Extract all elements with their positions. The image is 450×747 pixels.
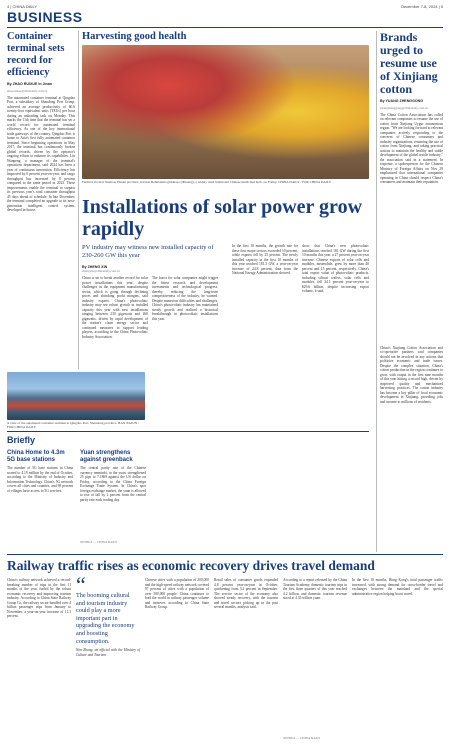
page-folio: 4 | CHINA DAILY [7, 4, 38, 9]
container-photo-caption: A view of the automated container terminal at Qingdao Port, Shandong province. HAN JIAJUN / FOR CHINA DAILY [7, 421, 140, 430]
container-byline: By ZHAO RUIXUE in Jinan [7, 82, 52, 86]
brief-item-1-head: China Home to 4.3m 5G base stations [7, 450, 65, 463]
harvest-photo [82, 45, 369, 179]
brief-source: XINHUA — CHINA DAILY [80, 540, 118, 544]
rail-quote: The booming cultural and tourism industry could play a more important part in upgrading the economy and boosting consumption. [76, 592, 135, 645]
brands-article [380, 31, 443, 546]
brief-item-2-head: Yuan strengthens against greenback [80, 450, 133, 463]
rail-quote-attribution: Wen Zhang, an official with the Ministry of Culture and Tourism [76, 648, 140, 657]
brands-byline: By YUANG ZHENGGONG [380, 99, 424, 103]
rail-rule [7, 554, 443, 555]
brands-body: The China Cotton Association has called on relevant companies to resume the use of cotton from Xinjiang Uygur autonomous region. "We are looking forward to relevant companies actively responding to the concerns of Chinese consumers and industry organizations, resuming the use of cotton from Xinjiang, and taking practical actions to maintain the healthy and stable development of the global textile industry," the association said in a statement. In response, a spokesperson for the Chinese Ministry of Foreign Affairs on Nov 29 emphasized that international companies operating in China should respect China's consumers and maintain their reputation. [380, 112, 443, 184]
solar-col-1: China is set to break another record for solar power installations this year, despite challenges in the equipment manufacturing sector, which is going through declining prices and shrinking profit margins, said industry experts. China's photovoltaic industry may see robust growth in installed capacity this year with new installations ranging between 230 gigawatts and 260 gigawatts, driven by rapid development of the nation's clean energy sector and continued measures to support leading players, according to the China Photovoltaic Industry Association. [82, 276, 148, 339]
page-date: December 7-8, 2024 | 5 [401, 4, 443, 9]
container-article [7, 31, 75, 418]
brief-item-2 [80, 450, 146, 544]
section-rule [7, 27, 443, 28]
solar-email: zhengxin@chinadaily.com.cn [82, 269, 120, 273]
rail-col-4: Retail sales of consumer goods expanded 4.8 percent year-on-year in October, quickening from 3.2 percent in September. The service sector of the economy also showed steady recovery, with the tourism and travel sectors picking up in the past several months, analysts said. [214, 578, 278, 609]
brands-email: yuangzhenggong@chinadaily.com.cn [380, 106, 428, 110]
right-column-divider [376, 31, 377, 552]
container-email: zhaoruixue@chinadaily.com.cn [7, 89, 48, 93]
solar-col-4: show that China's new photovoltaic installations reached 181 GW during the first 10 months this year, a 27 percent year-on-year increase. Chinese exports of solar cells and modules, meanwhile, grew by more than 40 percent and 15 percent, respectively. China's total export value of photovoltaic products, including silicon wafers, solar cells and modules, fell 34.1 percent year-on-year to $29.6 billion, despite increasing export volume, it said. [302, 244, 369, 293]
brands-body-2: China's Xinjiang Cotton Association and co-operative partners said companies should not be involved in any actions that politicize economic and trade issues. Despite the complex situation, China's cotton production in the region continues to grow, with output in the first nine months of this year hitting a record high, driven by improved quality and mechanized harvesting practices. The cotton industry has become a key pillar of local economic development in Xinjiang, providing jobs and income to millions of residents. [380, 345, 443, 404]
brief-item-2-body: The central parity rate of the Chinese currency renminbi, or the yuan, strengthened 25 pips to 7.1869 against the US dollar on Friday, according to the China Foreign Exchange Trade System. In China's spot foreign exchange market, the yuan is allowed to rise or fall by 2 percent from the central parity rate each trading day. [80, 466, 146, 502]
rail-col-1: China's railway network achieved a record-breaking number of trips in the first 11 months of the year, fueled by the robust economic recovery and improving tourism industry. According to China State Railway Group Co, the railway sector handled over 4 billion passenger trips from January to November, a year-on-year increase of 11.3 percent. [7, 578, 71, 618]
rail-col-5: According to a report released by the China Tourism Academy, domestic tourism trips in the first three quarters of this year reached 4.2 billion, and domestic tourism revenue stood at 4.35 trillion yuan. [283, 578, 347, 600]
rail-headline: Railway traffic rises as economic recovery drives travel demand [7, 558, 375, 573]
container-body: The automated container terminal at Qingdao Port, a subsidiary of Shandong Port Group, achieved an average productivity of 60.6 twenty-foot equivalent units (TEUs) per hour during an unloading task on Monday. This marks the 11th time that the terminal has set a world record for automated terminal efficiency. As one of the key international trade gateways of the country, Qingdao Port is home to Asia's first fully automated container terminal. Since beginning operations in May 2017, the terminal has continuously broken global records, driven by the operator's ongoing efforts to enhance its capabilities. Lin Wanpeng, a manager of the terminal's operations department, said 2024 has been a year of continuous innovation. Efficiency has improved by 6 percent year-on-year, and cargo throughput has increased by 8 percent compared to the same period in 2023. These improvements enable the terminal to surpass its previous year's total container throughput 45 days ahead of schedule. In late December, the terminal completed an upgrade to its next-generation intelligent control system, developed in-house. [7, 95, 75, 212]
harvest-caption: Farmers in rural Xuzhou, Henan province, harvest Rehmannia glutinosa (dihuang), a widely used traditional Chinese medicinal herb, on Friday. CHINA DAILY / FOR CHINA DAILY [82, 180, 332, 184]
column-divider [78, 31, 79, 369]
rail-col-6: In the first 10 months, Hong Kong's total passenger traffic increased, with strong demand for cross-border travel and exchanges between the mainland and the special administrative region helping boost travel. [352, 578, 443, 596]
rail-col-3: Chinese cities with a population of 200,000 and the high-speed railway network covered 97 percent of cities with a population of over 500,000 people. China continues to lead the world in railway passenger volume and turnover, according to China State Railway Group. [145, 578, 209, 609]
brief-item-1-body: The number of 5G base stations in China soared to 4.19 million by the end of October, according to the Ministry of Industry and Information Technology. China's 5G network covers all cities and counties, and 98 percent of villages have access to 5G services. [7, 466, 73, 493]
brief-rule [7, 431, 369, 432]
solar-byline: By ZHENG XIN [82, 265, 108, 269]
rail-source: XINHUA — CHINA DAILY [283, 736, 321, 740]
solar-headline: Installations of solar power grow rapidly [82, 196, 363, 240]
quote-mark-icon: “ [76, 572, 86, 597]
container-headline: Container terminal sets record for efficiency [7, 31, 65, 78]
solar-dek: PV industry may witness new installed capacity of 230-260 GW this year [82, 244, 214, 259]
solar-col-3: In the first 10 months, the growth rate for these four major sectors exceeded 10 percent, while exports fell by 25 percent. The newly installed capacity in the first 10 months of this year reached 181.3 GW, a year-on-year increase of 24.8 percent, data from the National Energy Administration showed. [232, 244, 298, 275]
solar-col-2: The boost for solar companies might trigger the fittest research and development investments and technological progress, thereby reducing the long-term competitiveness of the industry, he warned. Despite numerous difficulties and challenges, China's photovoltaic industry has maintained steady growth and realized a historical breakthrough in photovoltaic installations this year. [152, 276, 218, 321]
brands-headline: Brands urged to resume use of Xinjiang cotton [380, 30, 438, 96]
harvest-headline: Harvesting good health [82, 31, 187, 42]
section-title: BUSINESS [7, 9, 83, 25]
brief-title: Briefly [7, 435, 36, 445]
brief-item-1 [7, 450, 73, 544]
rail-quote-column [76, 572, 140, 657]
